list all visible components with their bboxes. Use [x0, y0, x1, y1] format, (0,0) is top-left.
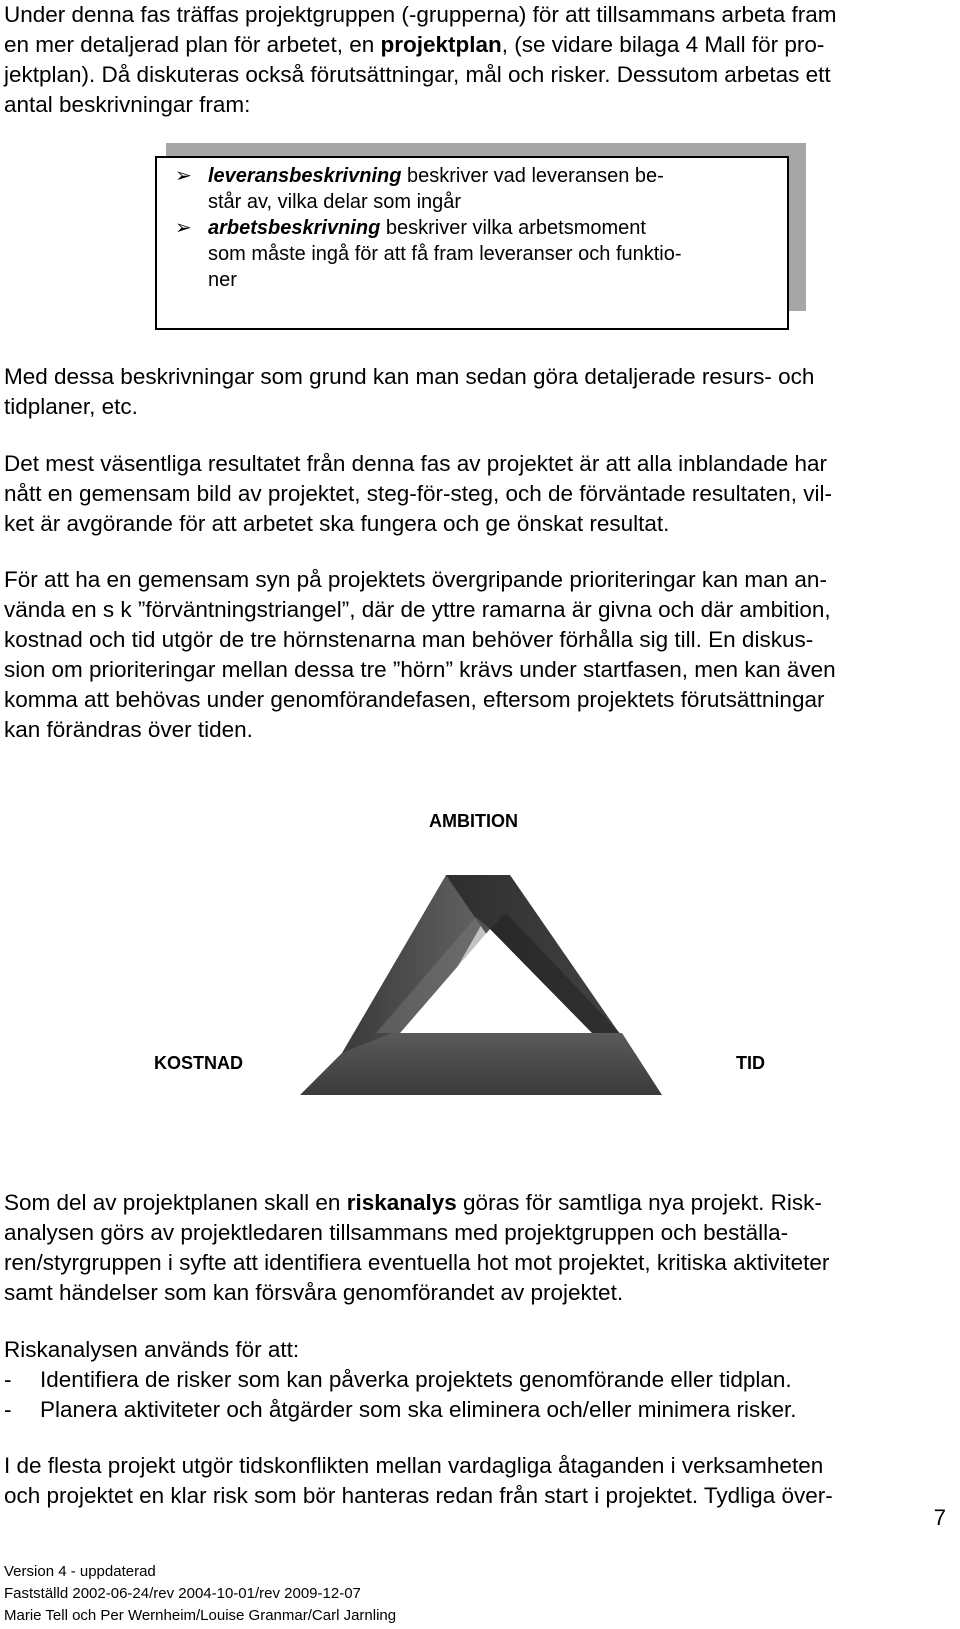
bold-term: riskanalys [346, 1190, 457, 1215]
paragraph: Med dessa beskrivningar som grund kan man sedan göra detaljerade resurs- och tidplaner, etc. [4, 364, 815, 419]
footer-dates: Fastställd 2002-06-24/rev 2004-10-01/rev 2009-12-07 [4, 1585, 361, 1602]
paragraph: För att ha en gemensam syn på projektets övergripande prioriteringar kan man an- vända en s k ”förväntningstriangel”, där de yttre ramarna är givna och där ambition, kostnad och tid utgör de tre hörnstenarna man behöver förhålla sig till. En diskus- sion om prioriteringar mellan dessa tre ”hörn” krävs under startfasen, men kan även komma att behövas under genomförandefasen, eftersom projektets förutsättningar kan förändras över tiden. [4, 567, 836, 742]
footer-version: Version 4 - uppdaterad [4, 1563, 156, 1580]
page-number: 7 [933, 1505, 946, 1530]
ambition-label: AMBITION [429, 811, 518, 831]
bold-term: projektplan [380, 32, 502, 57]
text-line: antal beskrivningar fram: [4, 92, 251, 117]
description-box: ➢ leveransbeskrivning beskriver vad leveransen be- står av, vilka delar som ingår ➢ arbetsbeskrivning beskriver vilka arbetsmoment som måste ingå för att få fram leveranser och funktio- ner [155, 156, 789, 330]
paragraph: I de flesta projekt utgör tidskonflikten mellan vardagliga åtaganden i verksamheten och projektet en klar risk som bör hanteras redan från start i projektet. Tydliga över- [4, 1453, 833, 1508]
tid-label: TID [736, 1053, 765, 1073]
kostnad-label: KOSTNAD [154, 1053, 243, 1073]
text-line: en mer detaljerad plan för arbetet, en projektplan, (se vidare bilaga 4 Mall för pro- [4, 32, 825, 57]
text-line: Under denna fas träffas projektgruppen (-grupperna) för att tillsammans arbeta fram [4, 2, 837, 27]
penrose-triangle-figure [300, 873, 662, 1095]
item-term: leveransbeskrivning [208, 165, 402, 187]
paragraph: Riskanalysen används för att: [4, 1337, 300, 1362]
text-line: jektplan). Då diskuteras också förutsättningar, mål och risker. Dessutom arbetas ett [4, 62, 831, 87]
paragraph: Det mest väsentliga resultatet från denna fas av projektet är att alla inblandade har nått en gemensam bild av projektet, steg-för-steg, och de förväntade resultaten, vil- ket är avgörande för att arbetet ska fungera och ge önskat resultat. [4, 451, 832, 536]
paragraph: Som del av projektplanen skall en riskanalys göras för samtliga nya projekt. Risk- analysen görs av projektledaren tillsammans med projektgruppen och beställa- ren/styrgruppen i syfte att identifiera eventuella hot mot projektet, kritiska aktiviteter samt händelser som kan försvåra genomförandet av projektet. [4, 1190, 830, 1305]
arrow-bullet-icon: ➢ [175, 217, 192, 239]
footer-authors: Marie Tell och Per Wernheim/Louise Granmar/Carl Jarnling [4, 1607, 397, 1624]
intro-paragraph [4, 0, 954, 120]
item-term: arbetsbeskrivning [208, 217, 381, 239]
arrow-bullet-icon: ➢ [175, 165, 192, 187]
